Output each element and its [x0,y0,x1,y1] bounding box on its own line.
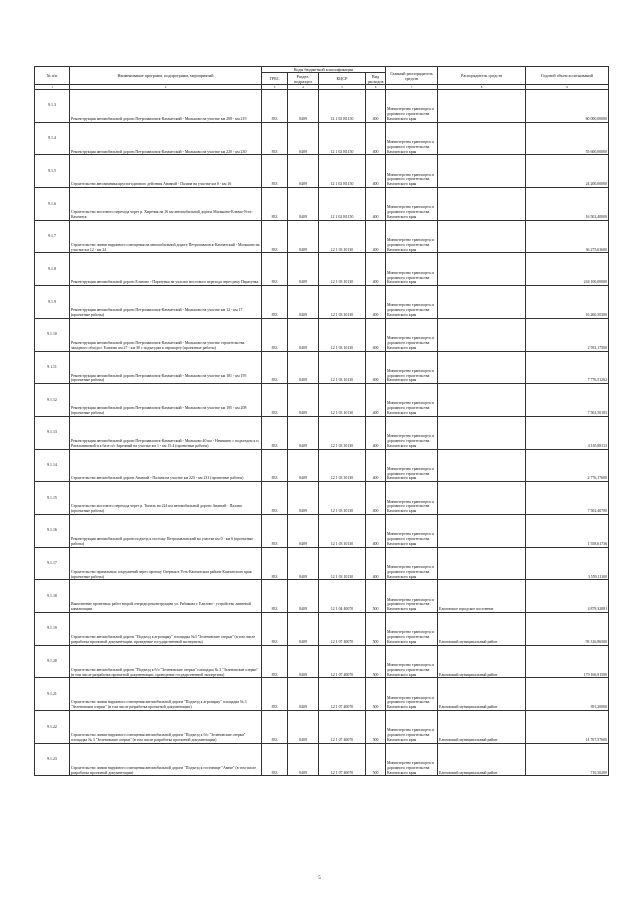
row-name: Реконструкция автомобильной дороги Петропавловск-Камчатский - Мильково на участке км 195 - км 208 (проектные работы) [70,384,262,417]
row-vid: 400 [366,188,386,221]
row-grbs: 833 [262,743,288,776]
table-row [35,580,609,613]
table-row [35,645,609,678]
row-razdel: 0409 [288,482,319,515]
row-razdel: 0409 [288,613,319,646]
row-name: Строительство автомобильной дороги "Подъезд к агропарку" площадка №3 "Зеленовские озерки" (в том числе разработка проектной документации, проведение государственной экспертизы) [70,613,262,646]
row-grbs: 833 [262,678,288,711]
row-razdel: 0409 [288,416,319,449]
row-volume: 7 502,40700 [526,482,609,515]
row-vid: 500 [366,743,386,776]
header-codes-group: Коды бюджетной классификации [262,67,386,73]
row-number: 9.1.5 [35,155,70,188]
table-row [35,286,609,319]
page-number: 5 [318,876,321,881]
row-razdel: 0409 [288,384,319,417]
col-number: 5 [319,85,366,90]
row-volume: 710,50200 [526,743,609,776]
row-name: Строительство линии наружного освещения автомобильной дороги "Подъезд к гостинице "Аваче" (в том числе разработка проектной документации) [70,743,262,776]
row-vid: 400 [366,351,386,384]
table-row [35,155,609,188]
col-number: 1 [35,85,70,90]
row-number: 9.1.16 [35,514,70,547]
row-volume: 7 776,51262 [526,351,609,384]
row-main-manager: Министерство транспорта и дорожного строительства Камчатского края [386,482,438,515]
table-row [35,514,609,547]
row-volume: 2 776,17600 [526,449,609,482]
row-volume: 4 879,32881 [526,580,609,613]
row-kcsr: 12 1 07 40070 [319,645,366,678]
row-razdel: 0409 [288,122,319,155]
row-grbs: 833 [262,645,288,678]
row-number: 9.1.14 [35,449,70,482]
table-row [35,711,609,744]
row-number: 9.1.22 [35,711,70,744]
row-kcsr: 12 1 03 10130 [319,253,366,286]
row-grbs: 833 [262,384,288,417]
row-vid: 400 [366,286,386,319]
row-razdel: 0409 [288,90,319,123]
row-main-manager: Министерство транспорта и дорожного строительства Камчатского края [386,286,438,319]
row-name: Строительство линии наружного освещения на автомобильной дороге Петропавловск-Камчатский - Мильково на участке км 12 - км 24 [70,220,262,253]
row-grbs: 833 [262,90,288,123]
col-number: 7 [386,85,438,90]
row-recipient: Елизовский муниципальный район [438,711,526,744]
row-volume: 391,20000 [526,678,609,711]
row-vid: 500 [366,678,386,711]
col-number: 6 [366,85,386,90]
row-vid: 400 [366,514,386,547]
table-row [35,90,609,123]
row-razdel: 0409 [288,286,319,319]
row-name: Строительство автозимника круглогодичного действия Анавгай - Палана на участке км 0 - км 16 [70,155,262,188]
row-recipient: Елизовский муниципальный район [438,645,526,678]
row-name: Реконструкция автомобильной дороги Петропавловск-Камчатский - Мильково 40 км - Начикино с подъездом к п. Ратальниковой и к базе п/с Заречный на участке км 1 - км 15.4 (проектные работы) [70,416,262,449]
row-kcsr: 12 1 03 10130 [319,351,366,384]
table-row [35,384,609,417]
row-vid: 500 [366,580,386,613]
row-main-manager: Министерство транспорта и дорожного строительства Камчатского края [386,613,438,646]
row-recipient [438,318,526,351]
row-vid: 400 [366,384,386,417]
row-recipient [438,514,526,547]
row-kcsr: 12 1 02 R1150 [319,122,366,155]
row-recipient [438,90,526,123]
row-grbs: 833 [262,580,288,613]
row-name: Реконструкция автомобильной дороги подъезд к поселку Петропавловский на участке км 0 - км 6 (проектные работы) [70,514,262,547]
table-row [35,416,609,449]
row-name: Реконструкция автомобильной дороги Петропавловск-Камчатский - Мильково на участке км 208 - км 219 [70,90,262,123]
row-kcsr: 12 1 02 R1150 [319,155,366,188]
row-number: 9.1.11 [35,351,70,384]
row-vid: 400 [366,547,386,580]
row-name: Строительство причальных сооружений через протоку Озерная в Усть-Камчатском районе Камчатского края (проектные работы) [70,547,262,580]
row-volume: 7 502,50183 [526,384,609,417]
row-grbs: 833 [262,482,288,515]
row-recipient: Елизовский муниципальный район [438,613,526,646]
row-number: 9.1.12 [35,384,70,417]
row-grbs: 833 [262,711,288,744]
table-row [35,188,609,221]
table-row [35,318,609,351]
row-vid: 400 [366,122,386,155]
row-volume: 93 316,86500 [526,613,609,646]
row-number: 9.1.23 [35,743,70,776]
row-kcsr: 12 1 03 10130 [319,547,366,580]
col-number: 9 [526,85,609,90]
row-name: Реконструкция автомобильной дороги Петропавловск-Камчатский - Мильково на участке км 220 - км 230 [70,122,262,155]
row-kcsr: 12 1 03 10130 [319,384,366,417]
row-grbs: 833 [262,351,288,384]
row-main-manager: Министерство транспорта и дорожного строительства Камчатского края [386,351,438,384]
row-kcsr: 12 1 03 10130 [319,416,366,449]
row-grbs: 833 [262,613,288,646]
row-name: Строительство автомобильной дороги Анавгай - Палана на участке км 225 - км 231 (проектные работы) [70,449,262,482]
row-razdel: 0409 [288,580,319,613]
row-grbs: 833 [262,122,288,155]
row-razdel: 0409 [288,351,319,384]
row-main-manager: Министерство транспорта и дорожного строительства Камчатского края [386,678,438,711]
row-main-manager: Министерство транспорта и дорожного строительства Камчатского края [386,122,438,155]
row-vid: 500 [366,645,386,678]
row-vid: 400 [366,318,386,351]
row-name: Реконструкция автомобильной дороги Петропавловск-Камчатский - Мильково на участке км 181 - км 195 (проектные работы) [70,351,262,384]
row-volume: 24 200,00000 [526,155,609,188]
header-name: Наименование программ, подпрограмм, мероприятий [70,67,262,85]
row-number: 9.1.21 [35,678,70,711]
row-vid: 500 [366,613,386,646]
row-razdel: 0409 [288,645,319,678]
row-grbs: 833 [262,188,288,221]
row-recipient [438,122,526,155]
row-volume: 16 260,50300 [526,286,609,319]
table-row [35,678,609,711]
row-volume: 60 000,00000 [526,90,609,123]
table-row [35,449,609,482]
row-razdel: 0409 [288,711,319,744]
row-volume: 1 558,61736 [526,514,609,547]
header-main-manager: Главный распорядитель средств [386,67,438,85]
row-grbs: 833 [262,253,288,286]
header-num: № п/п [35,67,70,85]
row-number: 9.1.6 [35,188,70,221]
row-number: 9.1.13 [35,416,70,449]
row-recipient [438,547,526,580]
row-main-manager: Министерство транспорта и дорожного строительства Камчатского края [386,711,438,744]
table-row [35,613,609,646]
header-grbs: ГРБС [262,73,288,85]
row-recipient [438,482,526,515]
row-name: Строительство мостового перехода через р. Хиречик на 16 км автомобильной дороги Мильково-Ключи-Усть-Камчатск [70,188,262,221]
header-razdel: Раздел, подраздел [288,73,319,85]
row-grbs: 833 [262,514,288,547]
row-number: 9.1.18 [35,580,70,613]
row-razdel: 0409 [288,743,319,776]
row-razdel: 0409 [288,449,319,482]
row-number: 9.1.9 [35,286,70,319]
row-razdel: 0409 [288,188,319,221]
row-razdel: 0409 [288,678,319,711]
row-main-manager: Министерство транспорта и дорожного строительства Камчатского края [386,645,438,678]
table-row [35,122,609,155]
row-recipient [438,253,526,286]
row-razdel: 0409 [288,155,319,188]
row-recipient: Елизовский муниципальный район [438,743,526,776]
row-razdel: 0409 [288,253,319,286]
row-name: Строительство автомобильной дороги "Подъезд к б/о "Зеленовские озерки" площадка № 3 "Зеленовские озерки" (в том числе разработка проектной документации, проведение государственной экспертизы) [70,645,262,678]
row-grbs: 833 [262,286,288,319]
row-kcsr: 12 1 03 10130 [319,514,366,547]
row-name: Строительство линии наружного освещения автомобильной дороги "Подъезд к агропарку" площадка № 3 "Зеленовские озерки" (в том числе разработка проектной документации) [70,678,262,711]
budget-table [34,66,609,776]
row-volume: 14 767,57600 [526,711,609,744]
row-main-manager: Министерство транспорта и дорожного строительства Камчатского края [386,253,438,286]
row-main-manager: Министерство транспорта и дорожного строительства Камчатского края [386,514,438,547]
col-number: 2 [70,85,262,90]
row-vid: 400 [366,253,386,286]
row-volume: 179 166,91500 [526,645,609,678]
row-name: Реконструкция автомобильной дороги Петропавловск-Камчатский - Мильково на участке строительства западного обхода г. Елизово км 27 - км 30 с подъездом к аэропорту (проектные работы) [70,318,262,351]
row-razdel: 0409 [288,318,319,351]
row-kcsr: 12 1 04 40070 [319,580,366,613]
row-main-manager: Министерство транспорта и дорожного строительства Камчатского края [386,743,438,776]
row-volume: 16 502,40000 [526,188,609,221]
row-recipient [438,155,526,188]
row-recipient: Елизовский муниципальный район [438,678,526,711]
row-main-manager: Министерство транспорта и дорожного строительства Камчатского края [386,188,438,221]
row-number: 9.1.20 [35,645,70,678]
row-volume: 4 165,88113 [526,416,609,449]
budget-table-page [34,66,608,776]
row-number: 9.1.7 [35,220,70,253]
row-grbs: 833 [262,220,288,253]
row-main-manager: Министерство транспорта и дорожного строительства Камчатского края [386,416,438,449]
table-row [35,547,609,580]
row-kcsr: 12 1 03 10130 [319,449,366,482]
row-number: 9.1.3 [35,90,70,123]
col-number: 3 [262,85,288,90]
row-main-manager: Министерство транспорта и дорожного строительства Камчатского края [386,318,438,351]
row-main-manager: Министерство транспорта и дорожного строительства Камчатского края [386,547,438,580]
row-vid: 400 [366,482,386,515]
row-recipient [438,351,526,384]
row-vid: 400 [366,155,386,188]
row-number: 9.1.8 [35,253,70,286]
row-kcsr: 12 1 07 40070 [319,743,366,776]
row-kcsr: 12 1 07 40070 [319,711,366,744]
row-recipient [438,286,526,319]
table-row [35,743,609,776]
header-kcsr: КЦСР [319,73,366,85]
table-row [35,351,609,384]
header-volume: Годовой объем ассигнований [526,67,609,85]
row-vid: 400 [366,416,386,449]
row-grbs: 833 [262,449,288,482]
row-grbs: 833 [262,318,288,351]
row-kcsr: 12 1 02 R1150 [319,90,366,123]
row-grbs: 833 [262,155,288,188]
row-vid: 400 [366,449,386,482]
col-number: 8 [438,85,526,90]
row-recipient: Елизовское городское поселение [438,580,526,613]
row-kcsr: 12 1 03 10130 [319,220,366,253]
row-volume: 36 275,63600 [526,220,609,253]
row-recipient [438,449,526,482]
row-number: 9.1.4 [35,122,70,155]
row-name: Выполнение проектных работ второй очереди реконструкции ул. Рябикова г. Елизово - устройство ливневой канализации [70,580,262,613]
row-volume: 55 600,00000 [526,122,609,155]
col-number: 4 [288,85,319,90]
row-recipient [438,416,526,449]
row-vid: 400 [366,90,386,123]
table-row [35,482,609,515]
header-recipient: Распорядитель средств [438,67,526,85]
row-name: Строительство мостового перехода через р. Тигиль на 224 км автомобильной дороги Анавгай - Палана (проектные работы) [70,482,262,515]
row-number: 9.1.17 [35,547,70,580]
row-volume: 2 592,17500 [526,318,609,351]
row-volume: 244 100,00000 [526,253,609,286]
table-row [35,253,609,286]
row-kcsr: 12 1 03 10130 [319,286,366,319]
row-grbs: 833 [262,547,288,580]
row-kcsr: 12 1 03 10130 [319,482,366,515]
row-name: Реконструкция автомобильной дороги Елизово - Паратунка на участке мостового перехода через реку Паратунка [70,253,262,286]
row-number: 9.1.19 [35,613,70,646]
row-main-manager: Министерство транспорта и дорожного строительства Камчатского края [386,384,438,417]
row-kcsr: 12 1 03 10130 [319,318,366,351]
row-number: 9.1.10 [35,318,70,351]
row-recipient [438,188,526,221]
row-recipient [438,220,526,253]
row-main-manager: Министерство транспорта и дорожного строительства Камчатского края [386,220,438,253]
header-vid: Вид расходов [366,73,386,85]
row-recipient [438,384,526,417]
row-name: Строительство линии наружного освещения автомобильной дороги "Подъезд к б/о "Зеленовские озерки" площадка № 3 "Зеленовские озерки" (в том числе разработка проектной документации) [70,711,262,744]
row-volume: 3 559,11100 [526,547,609,580]
row-razdel: 0409 [288,220,319,253]
row-grbs: 833 [262,416,288,449]
row-kcsr: 12 1 07 40070 [319,613,366,646]
row-main-manager: Министерство транспорта и дорожного строительства Камчатского края [386,449,438,482]
row-main-manager: Министерство транспорта и дорожного строительства Камчатского края [386,90,438,123]
row-razdel: 0409 [288,514,319,547]
row-number: 9.1.15 [35,482,70,515]
row-razdel: 0409 [288,547,319,580]
row-kcsr: 12 1 02 R1150 [319,188,366,221]
table-row [35,220,609,253]
row-name: Реконструкция автомобильной дороги Петропавловск-Камчатский - Мильково на участке км 12 - км 17 (проектные работы) [70,286,262,319]
row-main-manager: Министерство транспорта и дорожного строительства Камчатского края [386,580,438,613]
row-main-manager: Министерство транспорта и дорожного строительства Камчатского края [386,155,438,188]
row-kcsr: 12 1 07 40070 [319,678,366,711]
row-vid: 400 [366,220,386,253]
row-vid: 500 [366,711,386,744]
table-body [35,90,609,776]
